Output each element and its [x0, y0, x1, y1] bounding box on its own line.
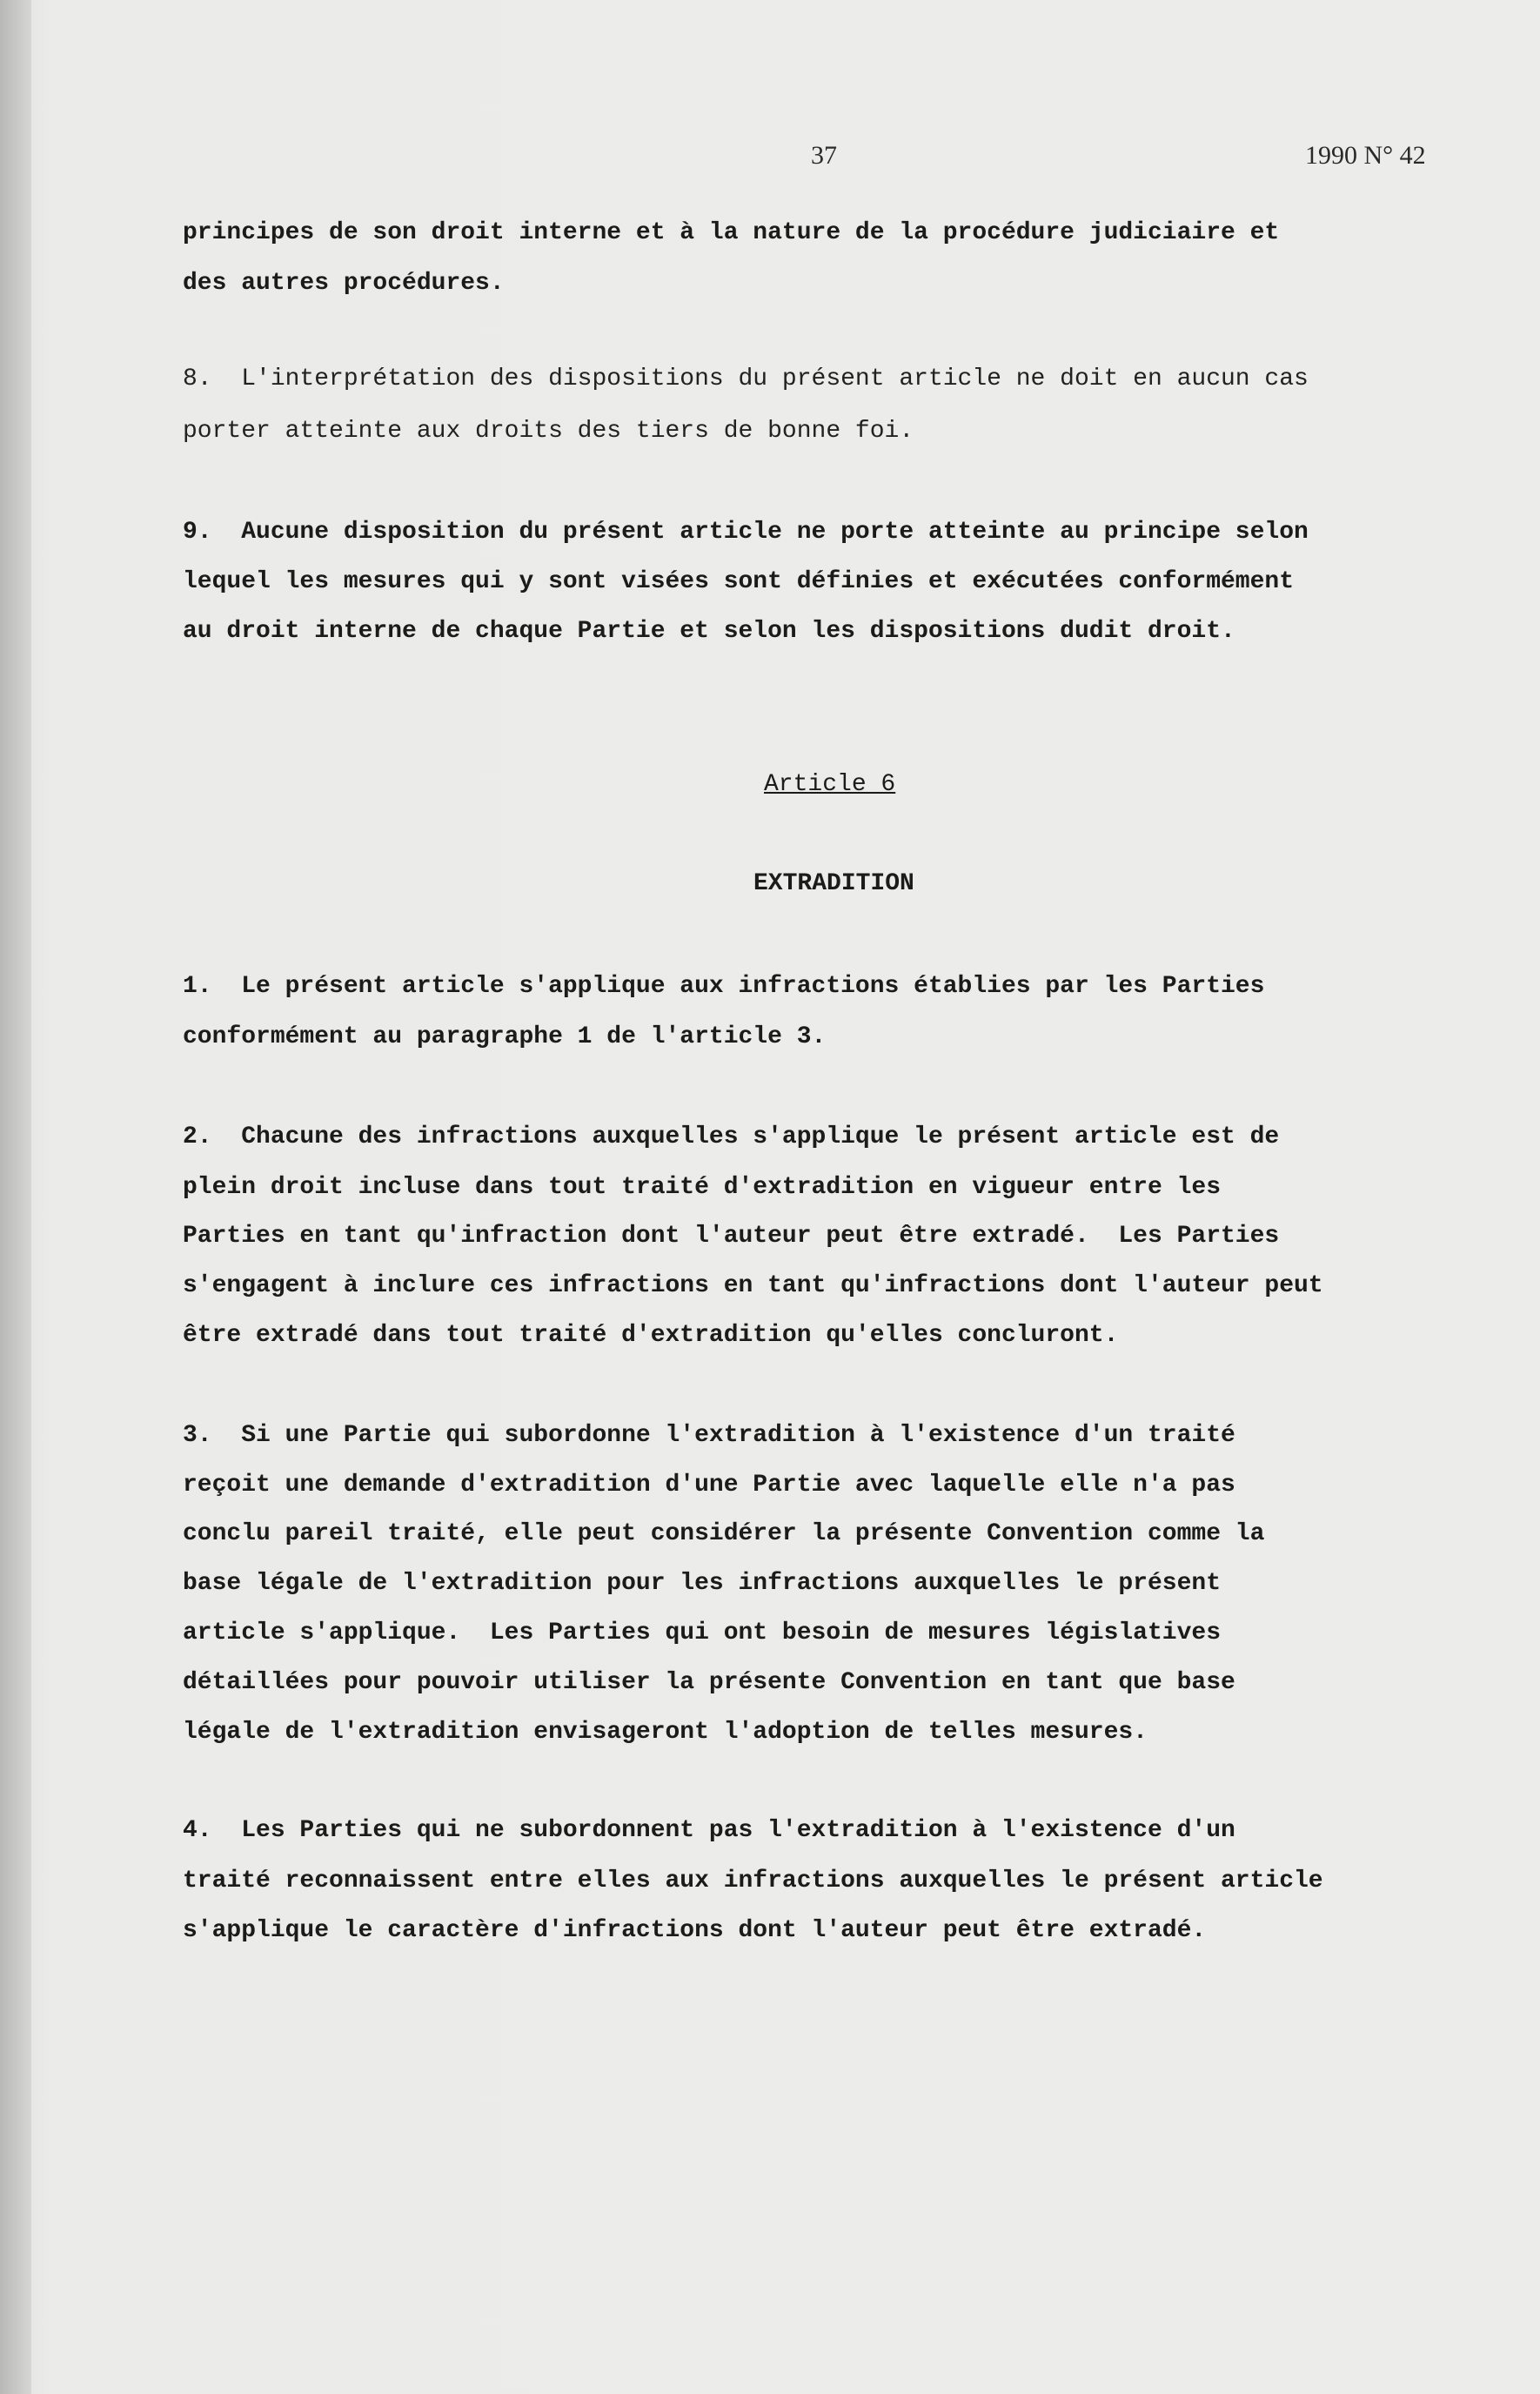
p9-line-1: 9. Aucune disposition du présent article ne porte atteinte au principe selon [183, 519, 1309, 546]
page-number: 37 [811, 141, 837, 170]
p8-line-2: porter atteinte aux droits des tiers de bonne foi. [183, 418, 914, 445]
article-heading: Article 6 [764, 771, 896, 798]
p3-line-1: 3. Si une Partie qui subordonne l'extradition à l'existence d'un traité [183, 1422, 1235, 1449]
p8-line-1: 8. L'interprétation des dispositions du présent article ne doit en aucun cas [183, 365, 1309, 392]
p3-line-5: article s'applique. Les Parties qui ont besoin de mesures législatives [183, 1619, 1221, 1646]
p4-line-2: traité reconnaissent entre elles aux infractions auxquelles le présent article [183, 1868, 1323, 1894]
p3-line-2: reçoit une demande d'extradition d'une Partie avec laquelle elle n'a pas [183, 1472, 1235, 1499]
p3-line-4: base légale de l'extradition pour les infractions auxquelles le présent [183, 1570, 1221, 1597]
p1-line-2: conformément au paragraphe 1 de l'article 3. [183, 1023, 827, 1050]
p3-line-7: légale de l'extradition envisageront l'adoption de telles mesures. [183, 1719, 1148, 1746]
binding-shadow [0, 0, 31, 2394]
p1-line-1: 1. Le présent article s'applique aux infractions établies par les Parties [183, 973, 1265, 1000]
p3-line-3: conclu pareil traité, elle peut considérer la présente Convention comme la [183, 1520, 1265, 1547]
p4-line-1: 4. Les Parties qui ne subordonnent pas l'extradition à l'existence d'un [183, 1817, 1235, 1844]
p2-line-1: 2. Chacune des infractions auxquelles s'applique le présent article est de [183, 1123, 1280, 1150]
article-title: EXTRADITION [753, 870, 914, 897]
intro-line-1: principes de son droit interne et à la nature de la procédure judiciaire et [183, 219, 1280, 246]
p2-line-3: Parties en tant qu'infraction dont l'auteur peut être extradé. Les Parties [183, 1223, 1280, 1250]
p9-line-2: lequel les mesures qui y sont visées sont définies et exécutées conformément [183, 568, 1295, 595]
p3-line-6: détaillées pour pouvoir utiliser la présente Convention en tant que base [183, 1669, 1235, 1696]
intro-line-2: des autres procédures. [183, 270, 505, 297]
p4-line-3: s'applique le caractère d'infractions dont l'auteur peut être extradé. [183, 1917, 1207, 1944]
p2-line-2: plein droit incluse dans tout traité d'extradition en vigueur entre les [183, 1174, 1221, 1201]
p9-line-3: au droit interne de chaque Partie et selon les dispositions dudit droit. [183, 618, 1235, 645]
p2-line-4: s'engagent à inclure ces infractions en tant qu'infractions dont l'auteur peut [183, 1272, 1323, 1299]
document-id: 1990 N° 42 [1305, 141, 1426, 170]
p2-line-5: être extradé dans tout traité d'extradition qu'elles concluront. [183, 1322, 1119, 1349]
